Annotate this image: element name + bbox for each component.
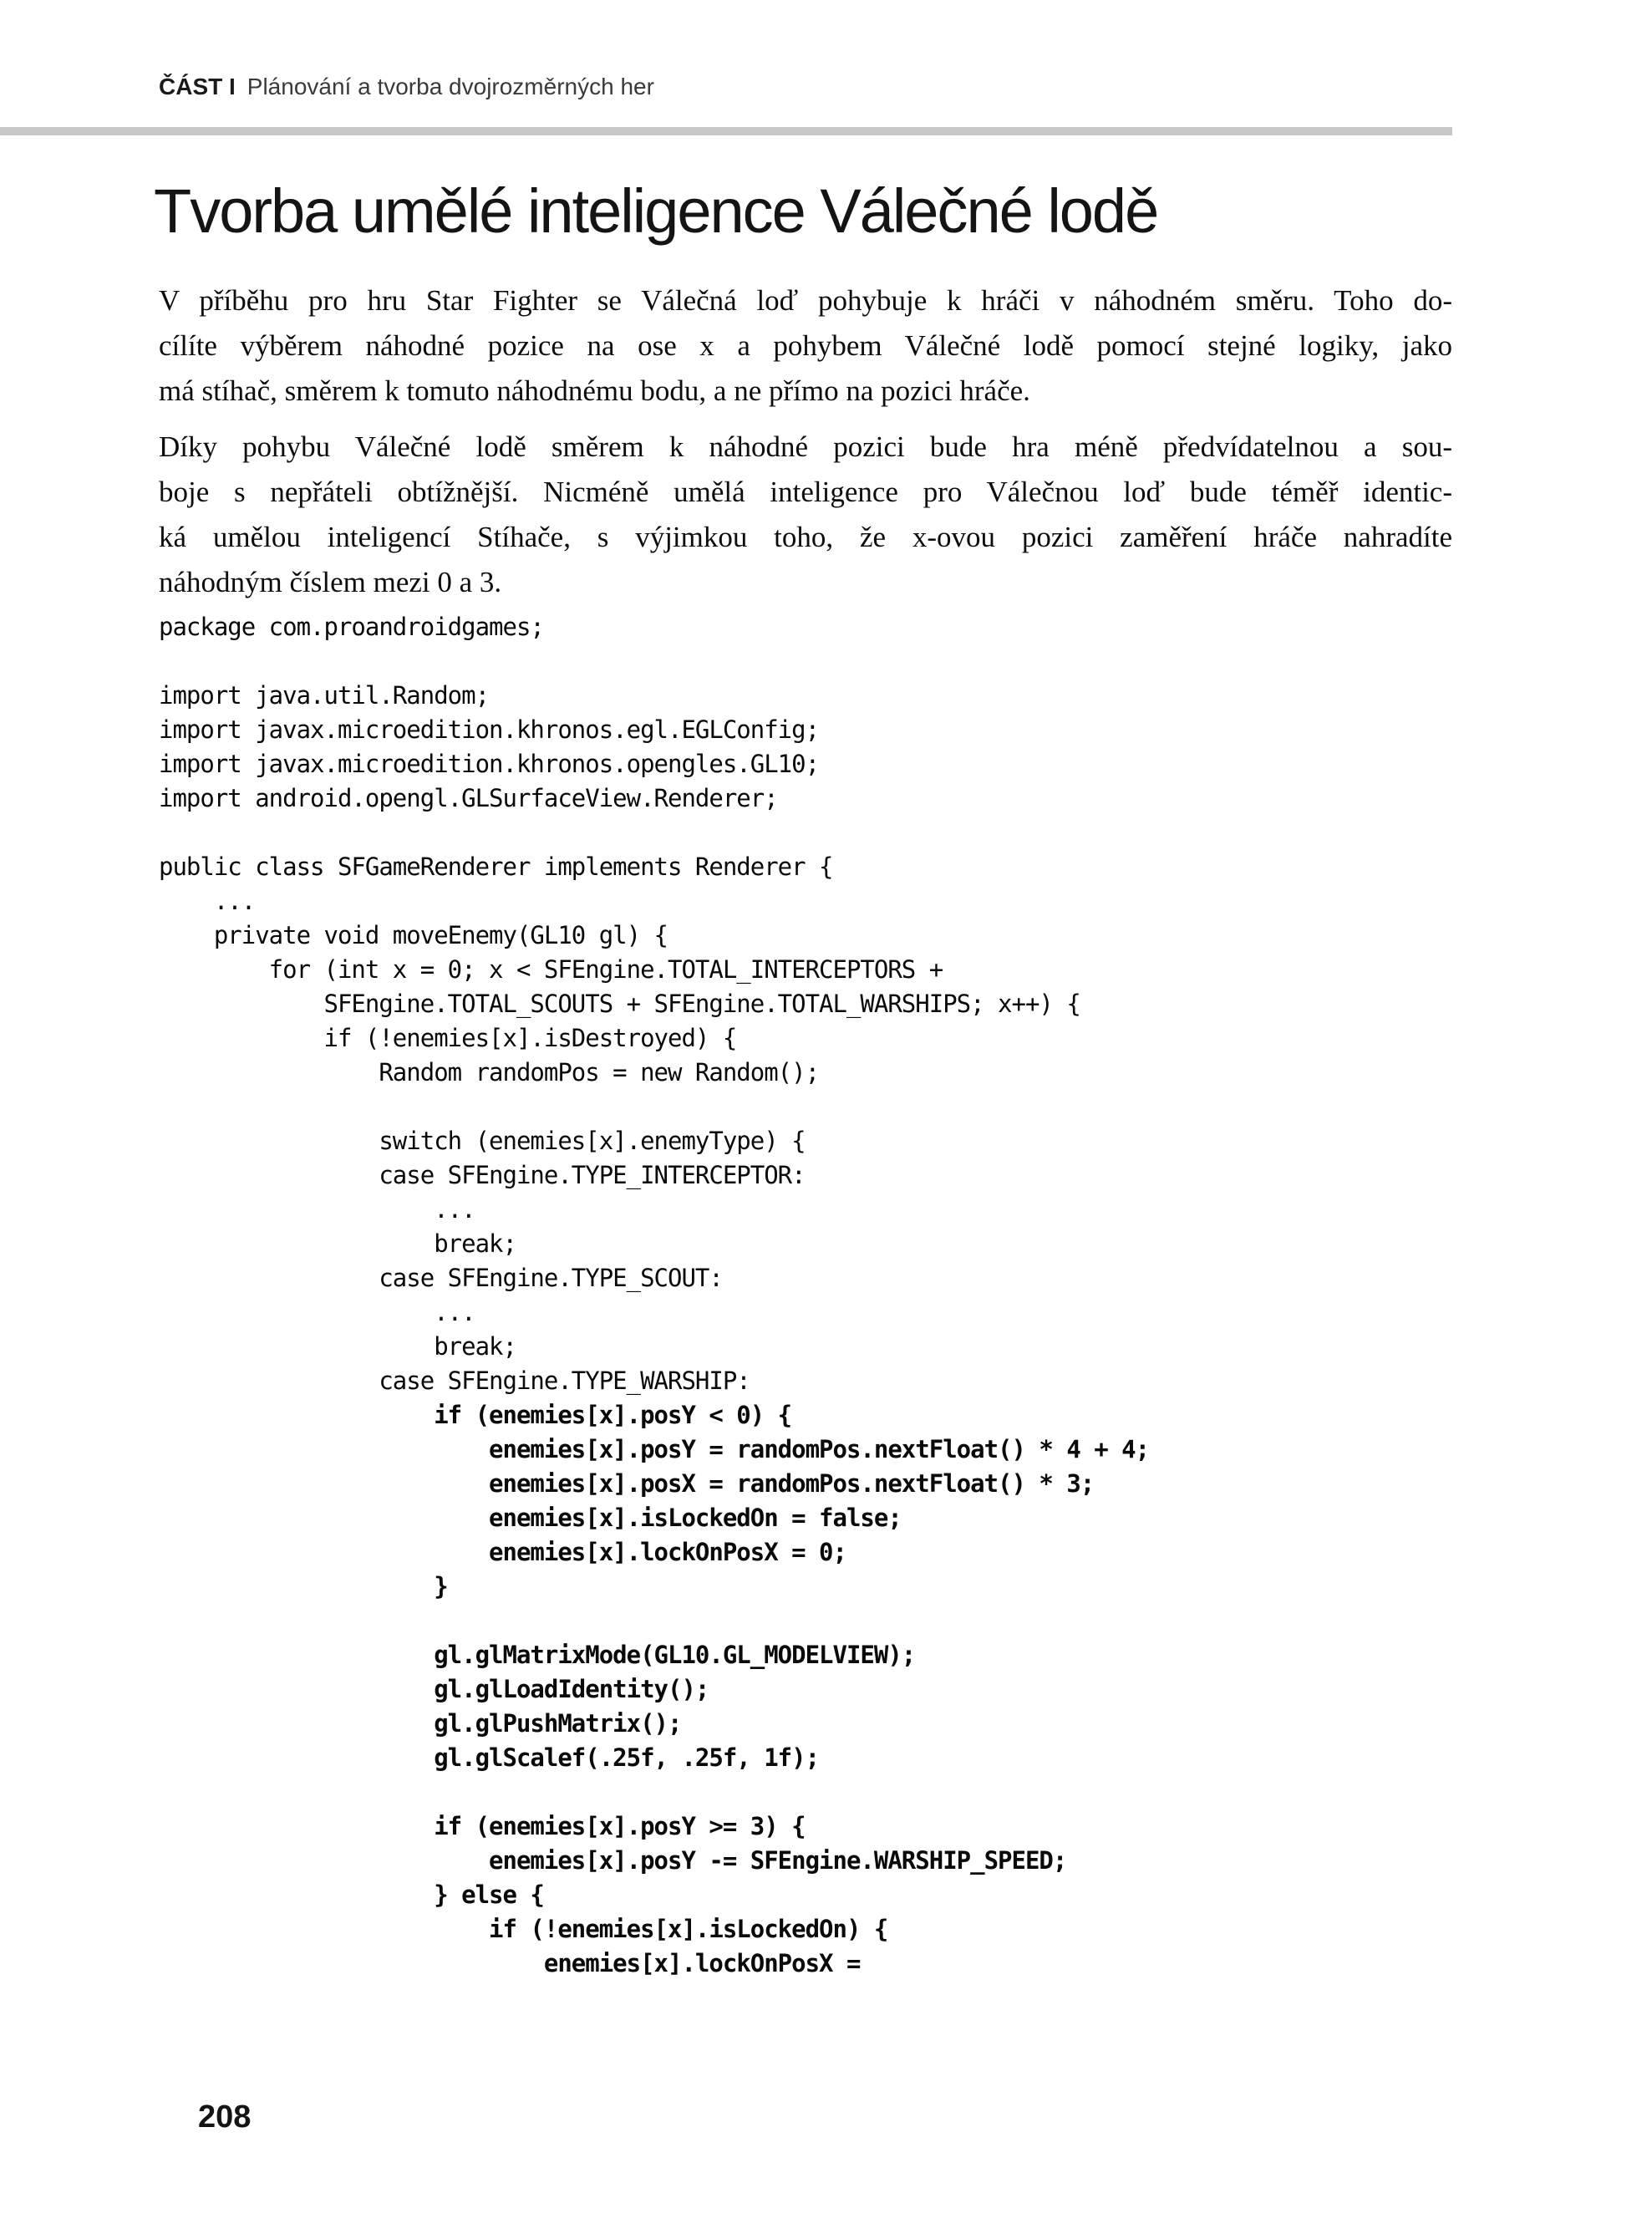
code-line: break; bbox=[159, 1229, 516, 1258]
code-line: ... bbox=[159, 1195, 475, 1224]
code-line bbox=[159, 644, 1496, 679]
paragraph-line: má stíhač, směrem k tomuto náhodnému bodu, a ne přímo na pozici hráče. bbox=[159, 374, 1030, 407]
paragraph-line: V příběhu pro hru Star Fighter se Válečná loď pohybuje k hráči v náhodném směru. Toho do- bbox=[159, 284, 1452, 317]
running-header bbox=[159, 72, 654, 102]
code-line: enemies[x].posY -= SFEngine.WARSHIP_SPEED; bbox=[159, 1846, 1067, 1875]
code-line: gl.glPushMatrix(); bbox=[159, 1709, 682, 1738]
paragraph-1 bbox=[159, 278, 1452, 414]
code-line bbox=[159, 816, 1496, 850]
code-line: case SFEngine.TYPE_WARSHIP: bbox=[159, 1366, 750, 1395]
code-line: if (enemies[x].posY >= 3) { bbox=[159, 1812, 806, 1840]
code-line: enemies[x].posX = randomPos.nextFloat() * 3; bbox=[159, 1469, 1095, 1498]
paragraph-line: boje s nepřáteli obtížnější. Nicméně umělá inteligence pro Válečnou loď bude téměř identic- bbox=[159, 476, 1452, 508]
code-line: import javax.microedition.khronos.egl.EGLConfig; bbox=[159, 715, 820, 744]
code-line: case SFEngine.TYPE_INTERCEPTOR: bbox=[159, 1161, 806, 1189]
paragraph-line: Díky pohybu Válečné lodě směrem k náhodné pozici bude hra méně předvídatelnou a sou- bbox=[159, 430, 1452, 463]
code-listing bbox=[159, 610, 1496, 1981]
code-line: Random randomPos = new Random(); bbox=[159, 1058, 820, 1087]
paragraph-line: ká umělou inteligencí Stíhače, s výjimkou toho, že x-ovou pozici zaměření hráče nahradíte bbox=[159, 521, 1452, 553]
paragraph-line: náhodným číslem mezi 0 a 3. bbox=[159, 566, 502, 598]
code-line: enemies[x].lockOnPosX = 0; bbox=[159, 1538, 846, 1566]
code-line: enemies[x].lockOnPosX = bbox=[159, 1949, 861, 1977]
code-line: switch (enemies[x].enemyType) { bbox=[159, 1127, 806, 1155]
code-line: import android.opengl.GLSurfaceView.Renderer; bbox=[159, 784, 778, 812]
part-title: Plánování a tvorba dvojrozměrných her bbox=[247, 74, 654, 99]
code-line: public class SFGameRenderer implements Renderer { bbox=[159, 852, 833, 881]
chapter-title: Tvorba umělé inteligence Válečné lodě bbox=[154, 176, 1158, 246]
paragraph-2 bbox=[159, 425, 1452, 605]
code-line: enemies[x].posY = randomPos.nextFloat() * 4 + 4; bbox=[159, 1435, 1150, 1463]
code-line: ... bbox=[159, 1298, 475, 1326]
header-rule bbox=[0, 127, 1452, 135]
code-line bbox=[159, 1775, 1496, 1809]
code-line: case SFEngine.TYPE_SCOUT: bbox=[159, 1264, 723, 1292]
part-label: ČÁST I bbox=[159, 74, 236, 99]
code-line: import javax.microedition.khronos.opengles.GL10; bbox=[159, 750, 820, 778]
code-line: import java.util.Random; bbox=[159, 681, 490, 710]
code-line: } else { bbox=[159, 1880, 544, 1909]
code-line: private void moveEnemy(GL10 gl) { bbox=[159, 921, 668, 949]
code-line: gl.glMatrixMode(GL10.GL_MODELVIEW); bbox=[159, 1641, 916, 1669]
code-line: if (!enemies[x].isDestroyed) { bbox=[159, 1024, 737, 1052]
code-line bbox=[159, 1604, 1496, 1638]
code-line: for (int x = 0; x < SFEngine.TOTAL_INTERCEPTORS + bbox=[159, 955, 943, 984]
code-line: if (!enemies[x].isLockedOn) { bbox=[159, 1915, 888, 1943]
page-number: 208 bbox=[198, 2099, 252, 2135]
code-line: ... bbox=[159, 887, 256, 915]
code-line: if (enemies[x].posY < 0) { bbox=[159, 1401, 792, 1429]
code-line bbox=[159, 1090, 1496, 1124]
code-line: } bbox=[159, 1572, 448, 1601]
paragraph-line: cílíte výběrem náhodné pozice na ose x a pohybem Válečné lodě pomocí stejné logiky, jako bbox=[159, 329, 1452, 362]
code-line: enemies[x].isLockedOn = false; bbox=[159, 1504, 902, 1532]
code-line: package com.proandroidgames; bbox=[159, 613, 544, 641]
code-line: break; bbox=[159, 1332, 516, 1361]
code-line: gl.glLoadIdentity(); bbox=[159, 1675, 709, 1703]
code-line: gl.glScalef(.25f, .25f, 1f); bbox=[159, 1743, 820, 1772]
code-line: SFEngine.TOTAL_SCOUTS + SFEngine.TOTAL_WARSHIPS; x++) { bbox=[159, 990, 1080, 1018]
